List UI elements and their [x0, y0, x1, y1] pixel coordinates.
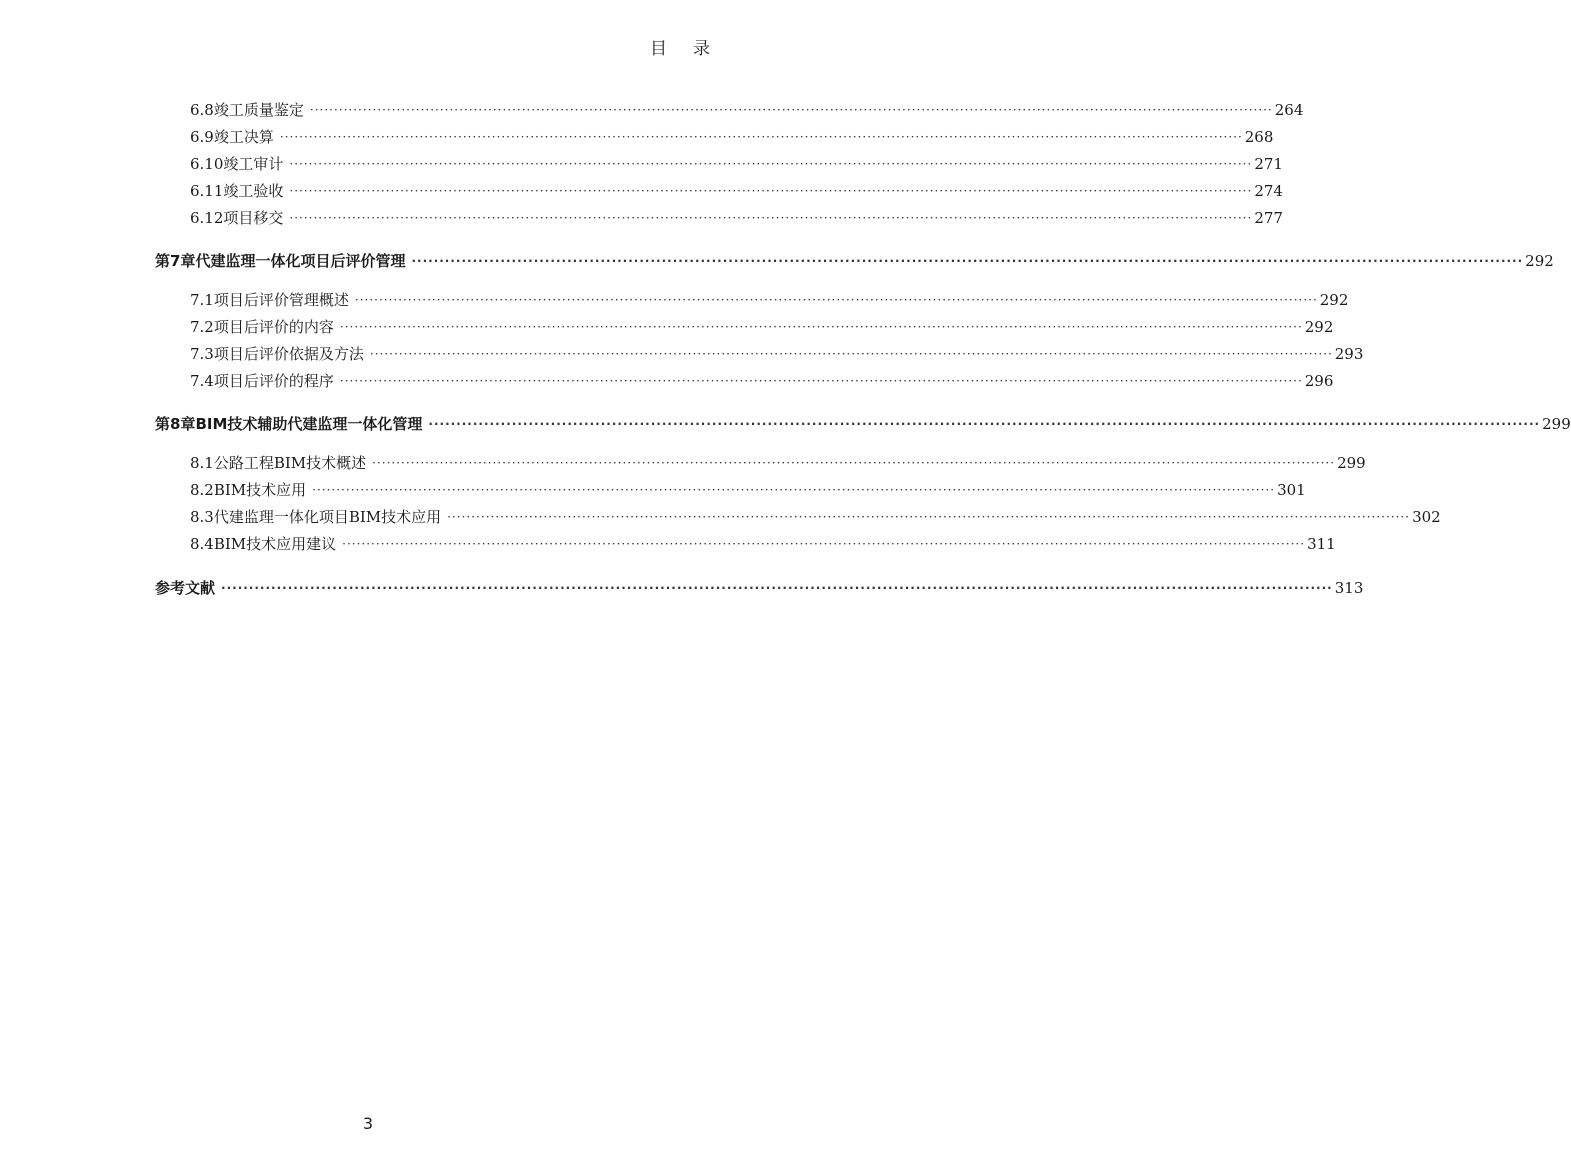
table-of-contents	[155, 93, 1571, 598]
page-ref: 299	[1542, 415, 1571, 433]
toc-entry-7-1[interactable]	[155, 283, 1349, 310]
dot-leader: ········································································································································································································	[411, 254, 1524, 268]
toc-entry-8-4[interactable]	[155, 527, 1336, 554]
section-number: 6.9	[190, 128, 214, 146]
section-title: 竣工验收	[223, 182, 284, 200]
page-ref: 293	[1334, 345, 1364, 363]
page-ref: 292	[1319, 291, 1349, 309]
section-title: 项目后评价的内容	[213, 318, 334, 336]
spacer	[155, 391, 710, 406]
section-title: 项目后评价管理概述	[213, 291, 349, 309]
toc-entry-7-3[interactable]	[155, 337, 1364, 364]
chapter-number: 第7章	[155, 252, 196, 270]
page-ref: 268	[1244, 128, 1274, 146]
section-number: 8.4	[190, 535, 214, 553]
toc-chapter-8[interactable]	[155, 406, 1571, 434]
toc-entry-6-8[interactable]	[155, 93, 1304, 120]
section-title: 项目移交	[223, 209, 284, 227]
dot-leader: ········································································································································································································	[279, 130, 1243, 144]
section-number: 7.1	[190, 291, 214, 309]
page-ref: 296	[1304, 372, 1334, 390]
toc-entry-8-1[interactable]	[155, 446, 1366, 473]
page-ref: 311	[1307, 535, 1336, 553]
section-title: 竣工决算	[213, 128, 274, 146]
dot-leader: ········································································································································································································	[342, 537, 1306, 551]
toc-entry-6-10[interactable]	[155, 147, 1283, 174]
section-title: BIM技术应用	[213, 481, 307, 499]
dot-leader: ········································································································································································································	[221, 581, 1333, 595]
dot-leader: ········································································································································································································	[447, 510, 1411, 524]
dot-leader: ········································································································································································································	[312, 483, 1276, 497]
dot-leader: ········································································································································································································	[289, 211, 1253, 225]
toc-entry-7-2[interactable]	[155, 310, 1334, 337]
page-ref: 274	[1254, 182, 1283, 200]
section-number: 6.11	[190, 182, 224, 200]
chapter-title: 代建监理一体化项目后评价管理	[195, 252, 406, 270]
section-number: 8.2	[190, 481, 214, 499]
section-number: 7.3	[190, 345, 214, 363]
page-ref: 271	[1254, 155, 1283, 173]
section-title: 竣工质量鉴定	[213, 101, 304, 119]
toc-entry-6-12[interactable]	[155, 201, 1283, 228]
section-number: 6.12	[190, 209, 224, 227]
section-title: BIM技术应用建议	[213, 535, 337, 553]
dot-leader: ········································································································································································································	[309, 103, 1273, 117]
toc-entry-6-9[interactable]	[155, 120, 1274, 147]
page-number: 3	[362, 1114, 374, 1133]
page-ref: 302	[1412, 508, 1441, 526]
section-title: 公路工程BIM技术概述	[213, 454, 367, 472]
section-title: 代建监理一体化项目BIM技术应用	[213, 508, 442, 526]
toc-entry-7-4[interactable]	[155, 364, 1334, 391]
section-title: 项目后评价的程序	[213, 372, 334, 390]
header-char-1: 目	[650, 39, 667, 59]
chapter-number: 第8章	[155, 415, 196, 433]
toc-chapter-7[interactable]	[155, 243, 1554, 271]
spacer	[155, 271, 710, 283]
section-number: 8.1	[190, 454, 214, 472]
page-ref: 299	[1337, 454, 1366, 472]
dot-leader: ········································································································································································································	[339, 320, 1303, 334]
page-ref: 292	[1525, 252, 1554, 270]
chapter-title: BIM技术辅助代建监理一体化管理	[195, 415, 423, 433]
toc-entry-8-3[interactable]	[155, 500, 1441, 527]
dot-leader: ········································································································································································································	[372, 456, 1336, 470]
page-ref: 277	[1254, 209, 1283, 227]
dot-leader: ········································································································································································································	[339, 374, 1303, 388]
toc-entry-6-11[interactable]	[155, 174, 1283, 201]
section-number: 8.3	[190, 508, 214, 526]
header-char-2: 录	[693, 39, 710, 59]
toc-entry-8-2[interactable]	[155, 473, 1306, 500]
page-ref: 301	[1277, 481, 1306, 499]
dot-leader: ········································································································································································································	[289, 184, 1253, 198]
spacer	[155, 554, 710, 570]
page-ref: 264	[1274, 101, 1304, 119]
section-number: 6.10	[190, 155, 224, 173]
toc-references[interactable]	[155, 570, 1364, 598]
spacer	[155, 228, 710, 243]
dot-leader: ········································································································································································································	[369, 347, 1333, 361]
dot-leader: ········································································································································································································	[289, 157, 1253, 171]
page-ref: 313	[1334, 579, 1364, 597]
references-title: 参考文献	[155, 579, 216, 597]
dot-leader: ········································································································································································································	[428, 417, 1541, 431]
dot-leader: ········································································································································································································	[354, 293, 1318, 307]
page-ref: 292	[1304, 318, 1334, 336]
section-number: 7.4	[190, 372, 214, 390]
running-header	[650, 34, 710, 59]
spacer	[155, 434, 710, 446]
section-title: 竣工审计	[223, 155, 284, 173]
section-number: 7.2	[190, 318, 214, 336]
section-number: 6.8	[190, 101, 214, 119]
section-title: 项目后评价依据及方法	[213, 345, 364, 363]
